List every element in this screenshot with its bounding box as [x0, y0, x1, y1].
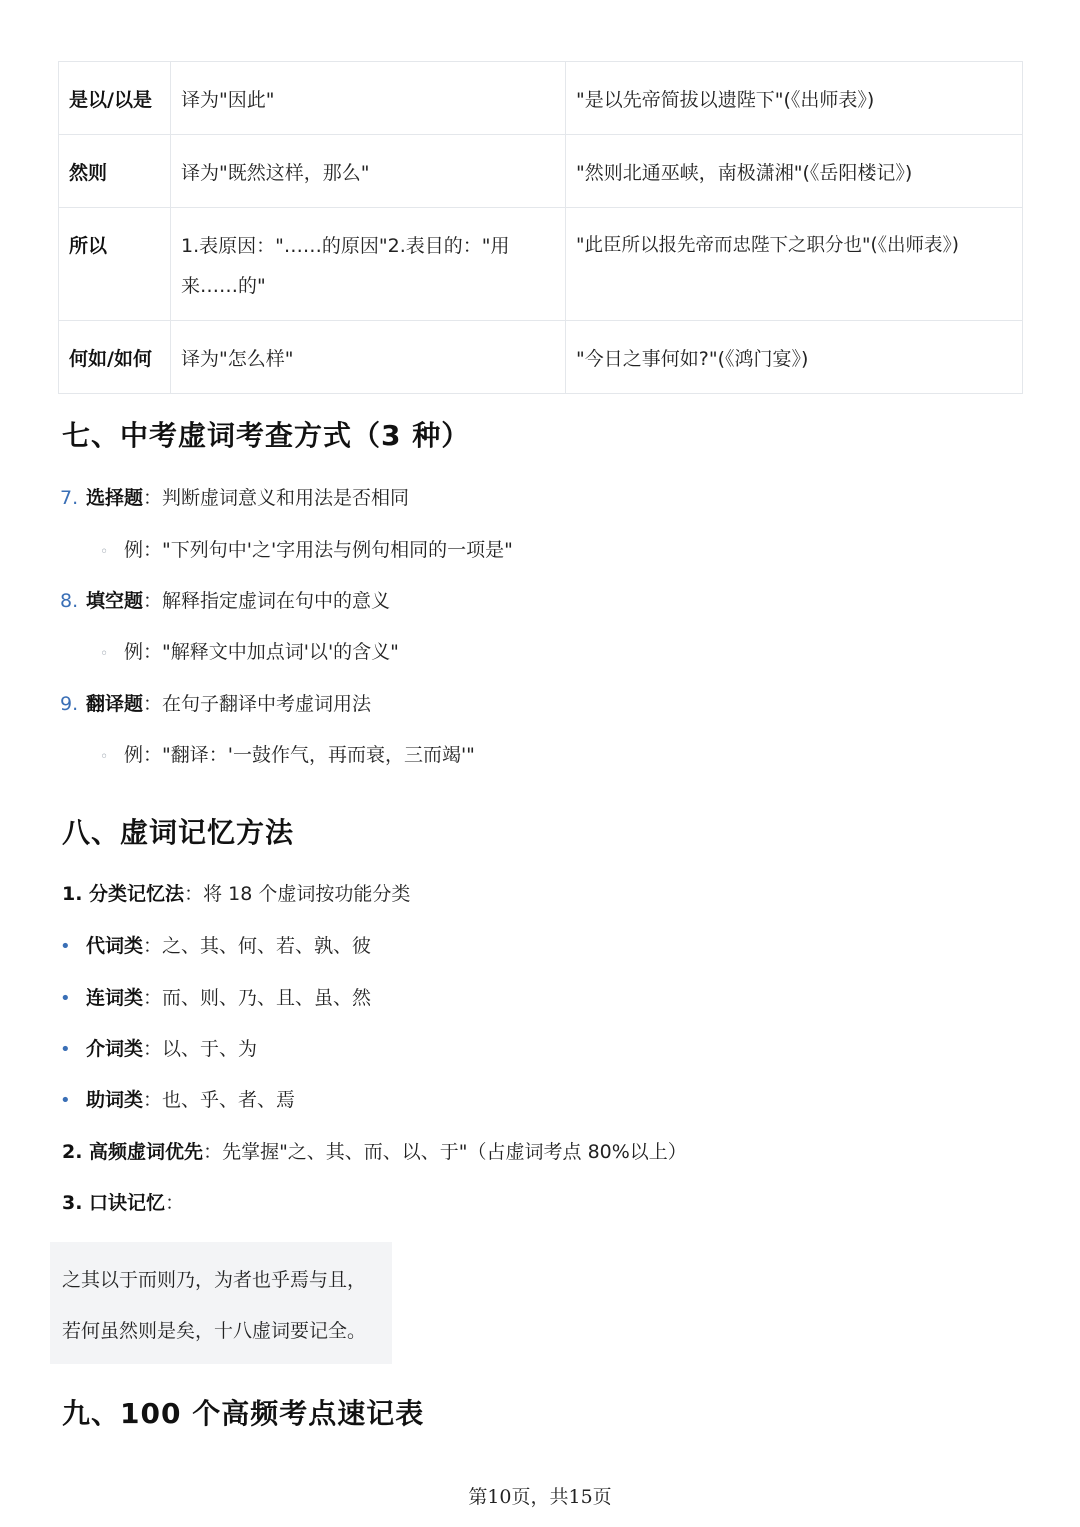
list-item: 7. 选择题：判断虚词意义和用法是否相同 [60, 487, 410, 509]
table-cell-example: "此臣所以报先帝而忠陛下之职分也"(《出师表》) [566, 208, 1023, 321]
section-7-title: 七、中考虚词考查方式（3 种） [62, 419, 471, 452]
circle-bullet-icon: ◦ [100, 749, 109, 765]
bullet-dot-icon: • [60, 1039, 71, 1060]
list-subitem: ◦ 例："翻译：'一鼓作气，再而衰，三而竭'" [100, 742, 475, 770]
method-line: 3. 口诀记忆： [62, 1192, 185, 1214]
table-cell-word: 所以 [59, 208, 171, 321]
table-cell-example: "今日之事何如?"(《鸿门宴》) [566, 321, 1023, 394]
mnemonic-line: 若何虽然则是矣，十八虚词要记全。 [62, 1320, 367, 1342]
list-item: 9. 翻译题：在句子翻译中考虚词用法 [60, 693, 372, 715]
table-cell-meaning: 译为"既然这样，那么" [171, 135, 566, 208]
list-subitem: ◦ 例："解释文中加点词'以'的含义" [100, 639, 399, 667]
table-cell-example: "然则北通巫峡，南极潇湘"(《岳阳楼记》) [566, 135, 1023, 208]
mnemonic-quote-block [50, 1242, 392, 1364]
table-cell-word: 何如/如何 [59, 321, 171, 394]
page-number-footer: 第10页，共15页 [468, 1486, 612, 1508]
method-line: 2. 高频虚词优先：先掌握"之、其、而、以、于"（占虚词考点 80%以上） [62, 1141, 687, 1163]
table-row [59, 135, 1023, 208]
method-line: 1. 分类记忆法：将 18 个虚词按功能分类 [62, 883, 411, 905]
bullet-item: • 介词类：以、于、为 [60, 1036, 257, 1063]
circle-bullet-icon: ◦ [100, 544, 109, 560]
table-cell-word: 是以/以是 [59, 62, 171, 135]
bullet-dot-icon: • [60, 988, 71, 1009]
bullet-dot-icon: • [60, 936, 71, 957]
table-cell-meaning: 译为"怎么样" [171, 321, 566, 394]
bullet-dot-icon: • [60, 1090, 71, 1111]
table-cell-meaning: 1.表原因："……的原因"2.表目的："用来……的" [171, 208, 566, 321]
table-row [59, 208, 1023, 321]
table-cell-word: 然则 [59, 135, 171, 208]
section-9-title: 九、100 个高频考点速记表 [62, 1397, 425, 1430]
bullet-item: • 助词类：也、乎、者、焉 [60, 1087, 295, 1114]
mnemonic-line: 之其以于而则乃，为者也乎焉与且， [62, 1269, 367, 1291]
circle-bullet-icon: ◦ [100, 646, 109, 662]
list-item: 8. 填空题：解释指定虚词在句中的意义 [60, 590, 391, 612]
section-8-title: 八、虚词记忆方法 [62, 816, 295, 849]
table-cell-example: "是以先帝简拔以遗陛下"(《出师表》) [566, 62, 1023, 135]
table-row [59, 321, 1023, 394]
list-subitem: ◦ 例："下列句中'之'字用法与例句相同的一项是" [100, 537, 513, 565]
bullet-item: • 代词类：之、其、何、若、孰、彼 [60, 933, 371, 960]
bullet-item: • 连词类：而、则、乃、且、虽、然 [60, 985, 371, 1012]
table-cell-meaning: 译为"因此" [171, 62, 566, 135]
function-word-table [58, 61, 1023, 394]
table-row [59, 62, 1023, 135]
